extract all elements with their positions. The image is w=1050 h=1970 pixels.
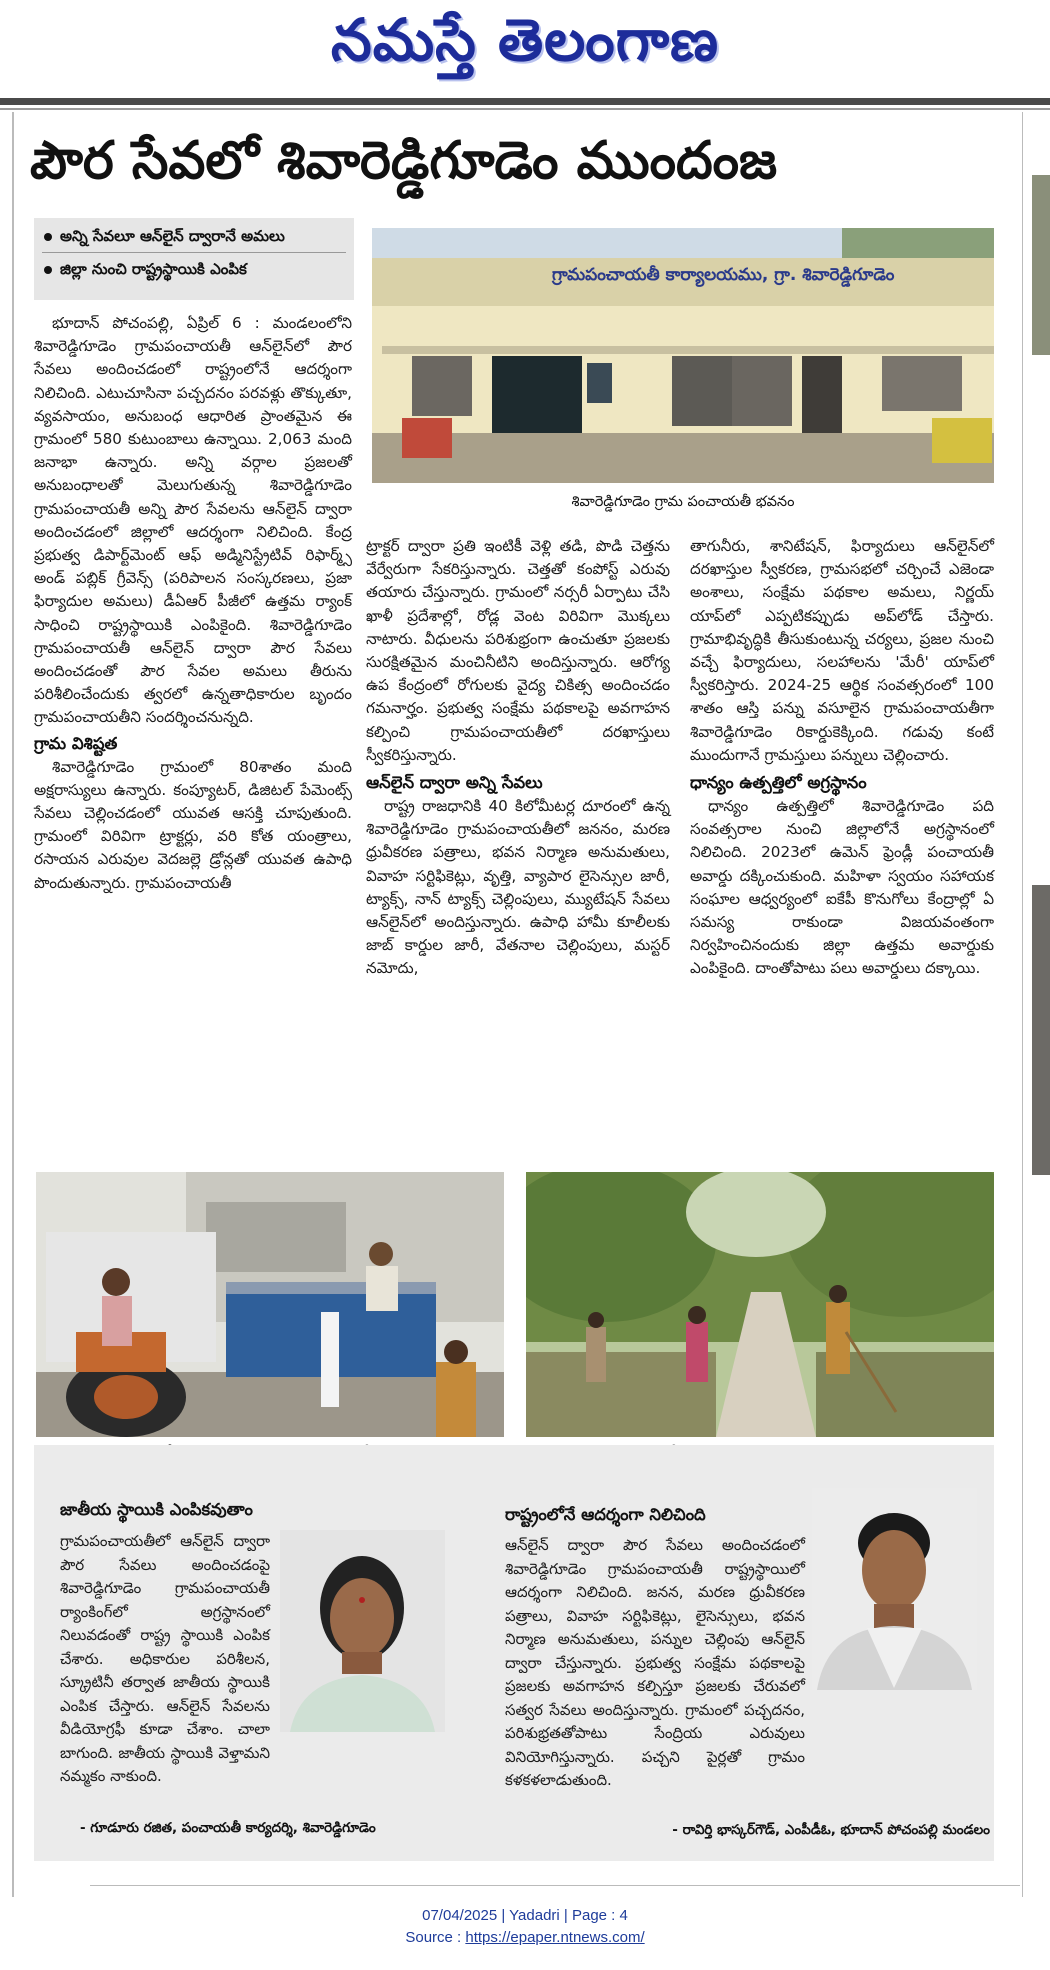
- paragraph: తాగునీరు, శానిటేషన్, ఫిర్యాదులు ఆన్‌లైన్‌లో దరఖాస్తుల స్వీకరణ, గ్రామసభలో చర్చించే ఎజెండా అంశాలు, సంక్షేమ పథకాల అమలు, నిర్ణయ్ యాప్‌లో ఎప్పటికప్పుడు అప్‌లోడ్ చేస్తారు. గ్రామాభివృద్ధికి తీసుకుంటున్న చర్యలు, ప్రజల నుంచి వచ్చే ఫిర్యాదులు, సలహాలను 'మేరీ' యాప్‌లో స్వీకరిస్తారు. 2024-25 ఆర్థిక సంవత్సరంలో 100 శాతం ఆస్తి పన్ను వసూలైన గ్రామపంచాయతీగా శివారెడ్డిగూడెం రికార్డుకెక్కింది. గడువు కంటే ముందుగానే గ్రామస్తులు పన్నులు చెల్లించారు.: [690, 537, 994, 764]
- paragraph: రాష్ట్ర రాజధానికి 40 కిలోమీటర్ల దూరంలో ఉన్న శివారెడ్డిగూడెం గ్రామపంచాయతీలో జననం, మరణ ధ్రువీకరణ పత్రాలు, భవన నిర్మాణ అనుమతులు, వివాహ సర్టిఫికెట్లు, వృత్తి, వ్యాపార లైసెన్సుల జారీ, ట్యాక్స్, నాన్ ట్యాక్స్ చెల్లింపులు, మ్యుటేషన్ సేవలు ఆన్‌లైన్‌లో అందిస్తున్నారు. ఉపాధి హామీ కూలీలకు జాబ్ కార్డుల జారీ, వేతనాల చెల్లింపులు, మస్టర్ నమోదు,: [366, 797, 670, 978]
- newspaper-logo: నమస్తే తెలంగాణ: [331, 6, 719, 74]
- summary-bullets: [34, 218, 354, 300]
- left-border-line: [12, 112, 14, 1897]
- article-column-1: [34, 312, 352, 895]
- quote-signature: - రావిర్తి భాస్కర్‌గౌడ్, ఎంపీడీఓ, భూదాన్ పోచంపల్లి మండలం: [672, 1822, 990, 1838]
- footer-source: Source : https://epaper.ntnews.com/: [405, 1929, 645, 1946]
- footer-date-edition: 07/04/2025 | Yadadri | Page : 4: [422, 1907, 628, 1924]
- adjacent-article-photo: [1032, 175, 1050, 355]
- subheading: ధాన్యం ఉత్పత్తిలో అగ్రస్థానం: [690, 773, 867, 793]
- bullet-item: అన్ని సేవలూ ఆన్‌లైన్ ద్వారానే అమలు: [34, 218, 354, 246]
- article-column-2: [366, 535, 670, 981]
- bottom-rule: [90, 1885, 1020, 1886]
- adjacent-article-photo-2: [1032, 885, 1050, 1175]
- subheading: గ్రామ విశిష్టత: [34, 733, 118, 753]
- paragraph: ధాన్యం ఉత్పత్తిలో శివారెడ్డిగూడెం పది సంవత్సరాల నుంచి జిల్లాలోనే అగ్రస్థానంలో నిలిచింది. 2023లో ఉమెన్ ఫ్రెండ్లీ పంచాయతీ అవార్డు దక్కించుకుంది. మహిళా స్వయం సహాయక సంఘాల ఆధ్వర్యంలో ఐకేపీ కొనుగోలు కేంద్రాల్లో ఏ సమస్య రాకుండా విజయవంతంగా నిర్వహించినందుకు జిల్లా ఉత్తమ అవార్డుకు ఎంపికైంది. దాంతోపాటు పలు అవార్డులు దక్కాయి.: [690, 797, 994, 978]
- article-column-3: [690, 535, 994, 981]
- photo-caption: శివారెడ్డిగూడెం గ్రామ పంచాయతీ భవనం: [571, 494, 795, 510]
- masthead-rule: [0, 98, 1050, 105]
- bullet-item: జిల్లా నుంచి రాష్ట్రస్థాయికి ఎంపిక: [34, 253, 354, 279]
- quote-signature: - గూడూరు రజిత, పంచాయతీ కార్యదర్శి, శివారెడ్డిగూడెం: [80, 1820, 376, 1836]
- building-signboard: గ్రామపంచాయతీ కార్యాలయము, గ్రా. శివారెడ్డిగూడెం: [552, 265, 895, 285]
- paragraph: భూదాన్ పోచంపల్లి, ఏప్రిల్ 6 : మండలంలోని శివారెడ్డిగూడెం గ్రామపంచాయతీ ఆన్‌లైన్‌లో పౌర సేవలు అందించడంలో రాష్ట్రంలోనే ఆదర్శంగా నిలిచింది. ఎటుచూసినా పచ్చదనం పరవళ్లు తొక్కుతూ, వ్యవసాయం, అనుబంధ ఆధారిత ప్రాంతమైన ఈ గ్రామంలో 580 కుటుంబాలు ఉన్నాయి. 2,063 మంది జనాభా ఉన్నారు. అన్ని వర్గాల ప్రజలతో అనుబంధాలతో మెలుగుతున్న శివారెడ్డిగూడెం గ్రామపంచాయతీ అన్ని పౌర సేవలను ఆన్‌లైన్ ద్వారా అందించడంలో జిల్లాలో ఆదర్శంగా నిలిచింది. కేంద్ర ప్రభుత్వ డిపార్ట్‌మెంట్ ఆఫ్ అడ్మినిస్ట్రేటివ్ రిఫార్మ్స్ అండ్ పబ్లిక్ గ్రీవెన్స్ (పరిపాలన సంస్కరణలు, ప్రజా ఫిర్యాదుల అమలు) డీఏఆర్ పీజీలో ఉత్తమ ర్యాంక్ సాధించి రాష్ట్రస్థాయికి ఎంపికైంది. శివారెడ్డిగూడెం గ్రామపంచాయతీ ఆన్‌లైన్ ద్వారా పౌర సేవలు అందించడంతో పౌర సేవల అమలు తీరును పరిశీలించేందుకు త్వరలో ఉన్నతాధికారుల బృందం గ్రామపంచాయతీని సందర్శించనున్నది.: [34, 314, 352, 727]
- masthead: [0, 0, 1050, 110]
- panchayat-building-photo: [372, 228, 994, 483]
- quote-title: జాతీయ స్థాయికి ఎంపికవుతాం: [60, 1500, 253, 1519]
- article-headline: పౌర సేవలో శివారెడ్డిగూడెం ముందంజ: [30, 131, 778, 191]
- quote-text: గ్రామపంచాయతీలో ఆన్‌లైన్ ద్వారా పౌర సేవలు అందించడంపై శివారెడ్డిగూడెం గ్రామపంచాయతీ ర్యాంకింగ్‌లో అగ్రస్థానంలో నిలువడంతో రాష్ట్ర స్థాయికి ఎంపిక చేశారు. అధికారుల పరిశీలన, స్క్రూటినీ తర్వాత జాతీయ స్థాయికి ఎంపిక చేస్తారు. ఆన్‌లైన్ సేవలను వీడియోగ్రఫీ కూడా చేశాం. చాలా బాగుంది. జాతీయ స్థాయికి వెళ్తామని నమ్మకం నాకుంది.: [60, 1532, 270, 1785]
- quote-title: రాష్ట్రంలోనే ఆదర్శంగా నిలిచింది: [505, 1505, 706, 1524]
- street-sweeping-photo: [526, 1172, 994, 1437]
- quote-text-part: ఆన్‌లైన్ ద్వారా పౌర సేవలు అందించడంలో శివారెడ్డిగూడెం గ్రామపంచాయతీ రాష్ట్రస్థాయిలో ఆదర్శంగా నిలిచింది. జనన, మరణ ధ్రువీకరణ పత్రాలు, వివాహ సర్టిఫికెట్లు, లైసెన్సులు, భవన నిర్మాణ అనుమతులు, పన్నుల చెల్లింపు ఆన్‌లైన్ ద్వారా చేస్తున్నారు. ప్రభుత్వ సంక్షేమ పథకాలపై ప్రజలకు అవగాహన కల్పిస్తూ ప్రజలకు చేరువలో సత్వర సేవలు అందిస్తున్నారు. గ్రామంలో పచ్చదనం, పరిశుభ్రతతోపాటు సేంద్రియ ఎరువులు వినియోగిస్తున్నారు. పచ్చని పైర్లతో గ్రామం కళకళలాడుతుంది.: [505, 1536, 805, 1789]
- portrait-photo: [280, 1530, 445, 1732]
- masthead-thin-rule: [0, 108, 1050, 110]
- right-border-line: [1022, 112, 1023, 1897]
- paragraph: శివారెడ్డిగూడెం గ్రామంలో 80శాతం మంది అక్షరాస్యులు ఉన్నారు. కంప్యూటర్, డిజిటల్ పేమెంట్స్ సేవలు చెల్లించడంలో యువత ఆసక్తి చూపుతుంది. గ్రామంలో విరివిగా ట్రాక్టర్లు, వరి కోత యంత్రాలు, రసాయన ఎరువుల వెదజల్లె డ్రోన్లతో యువత ఉపాధి పొందుతున్నారు. గ్రామపంచాయతీ: [34, 757, 352, 892]
- portrait-photo: [812, 1488, 977, 1690]
- garbage-collection-photo: [36, 1172, 504, 1437]
- subheading: ఆన్‌లైన్ ద్వారా అన్ని సేవలు: [366, 773, 543, 793]
- paragraph: ట్రాక్టర్ ద్వారా ప్రతి ఇంటికీ వెళ్లి తడి, పొడి చెత్తను వేర్వేరుగా సేకరిస్తున్నారు. చెత్తతో కంపోస్ట్ ఎరువు తయారు చేస్తున్నారు. గ్రామంలో నర్సరీ ఏర్పాటు చేసి ఖాళీ ప్రదేశాల్లో, రోడ్ల వెంట విరివిగా మొక్కలు నాటారు. వీధులను పరిశుభ్రంగా ఉంచుతూ ప్రజలకు సురక్షితమైన మంచినీటిని అందిస్తున్నారు. ఆరోగ్య ఉప కేంద్రంలో రోగులకు వైద్య చికిత్స అందించడం గమనార్హం. ప్రభుత్వ సంక్షేమ పథకాలపై అవగాహన కల్పించి గ్రామపంచాయతీలో దరఖాస్తులు స్వీకరిస్తున్నారు.: [366, 537, 670, 764]
- source-link[interactable]: https://epaper.ntnews.com/: [465, 1929, 645, 1946]
- page-footer: [0, 1905, 1050, 1949]
